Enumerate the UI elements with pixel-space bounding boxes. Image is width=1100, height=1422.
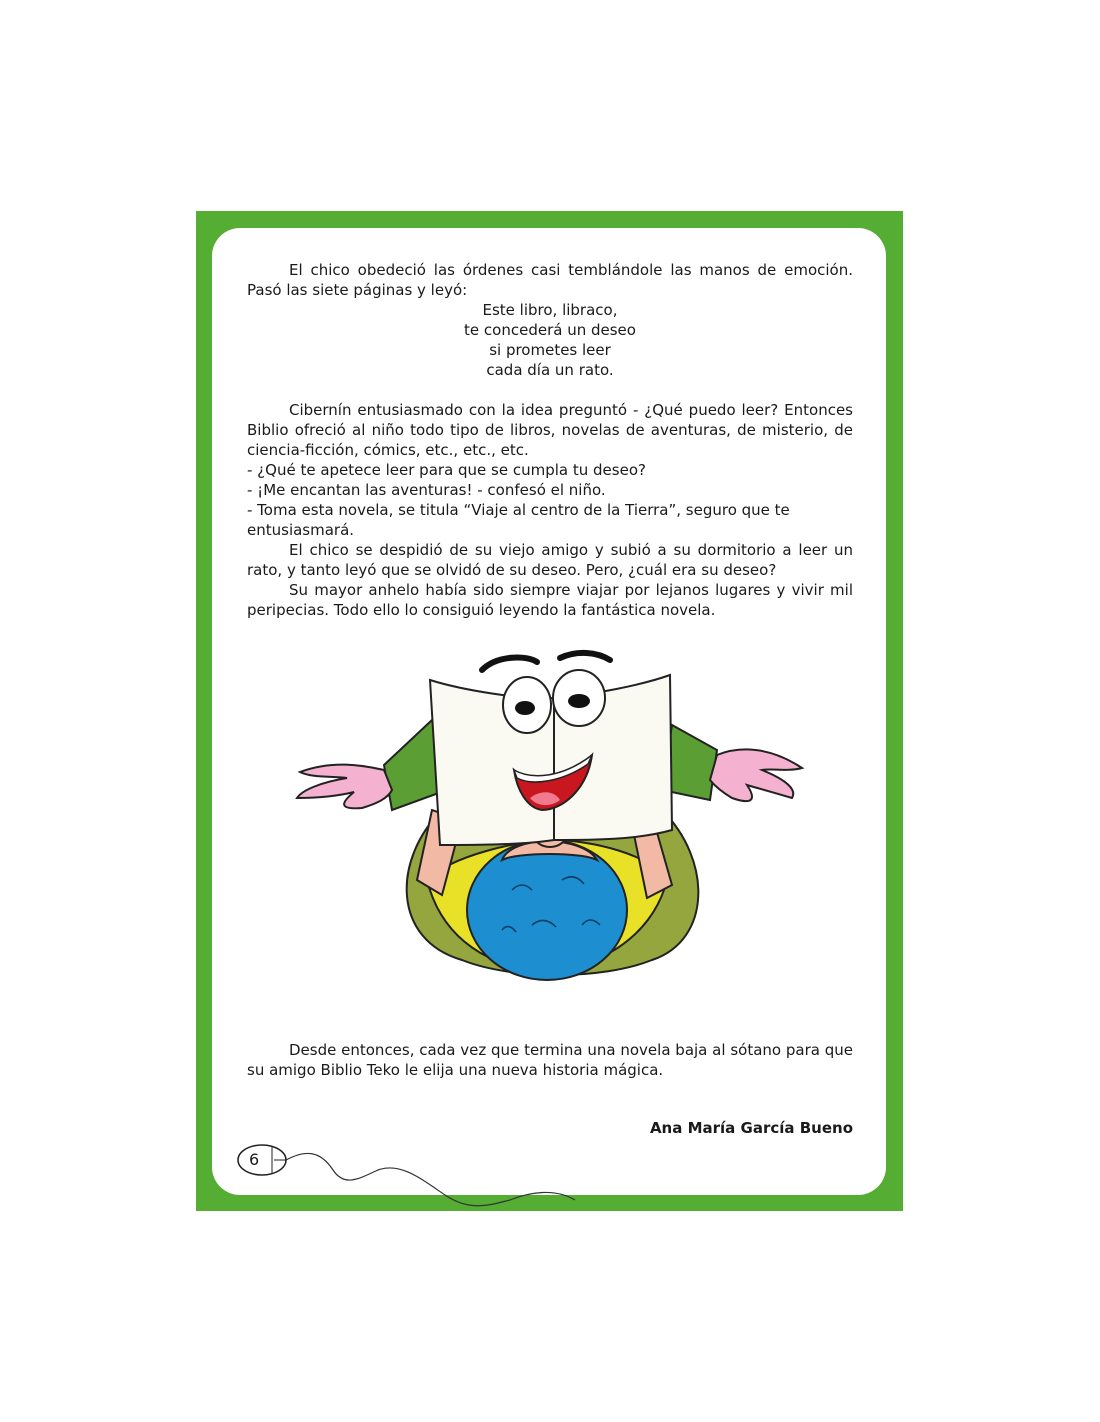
right-hand bbox=[710, 749, 802, 801]
dialogue-line: - Toma esta novela, se titula “Viaje al centro de la Tierra”, seguro que te entusiasmará. bbox=[247, 501, 790, 539]
poem-line: si prometes leer bbox=[489, 341, 611, 359]
page-number-badge bbox=[236, 1143, 286, 1176]
dialogue-line: - ¡Me encantan las aventuras! - confesó el niño. bbox=[247, 481, 606, 499]
story-block-top bbox=[247, 260, 853, 620]
poem-line: Este libro, libraco, bbox=[482, 301, 618, 319]
paragraph: El chico obedeció las órdenes casi temblándole las manos de emoción. Pasó las siete páginas y leyó: bbox=[247, 261, 853, 299]
book-character-reading-illustration bbox=[292, 640, 812, 1000]
poem-line: cada día un rato. bbox=[486, 361, 614, 379]
author-name: Ana María García Bueno bbox=[649, 1119, 853, 1137]
boy-hair bbox=[467, 840, 627, 980]
right-eyebrow bbox=[560, 653, 610, 660]
dialogue-line: - ¿Qué te apetece leer para que se cumpla tu deseo? bbox=[247, 461, 646, 479]
paragraph: Su mayor anhelo había sido siempre viajar por lejanos lugares y vivir mil peripecias. Todo ello lo consiguió leyendo la fantástica novela. bbox=[247, 581, 853, 619]
page-number: 6 bbox=[249, 1150, 260, 1169]
paragraph: El chico se despidió de su viejo amigo y subió a su dormitorio a leer un rato, y tanto leyó que se olvidó de su deseo. Pero, ¿cuál era su deseo? bbox=[247, 541, 853, 579]
poem-line: te concederá un deseo bbox=[464, 321, 636, 339]
left-hand bbox=[297, 765, 392, 809]
paragraph: Cibernín entusiasmado con la idea preguntó - ¿Qué puedo leer? Entonces Biblio ofreció al niño todo tipo de libros, novelas de aventuras, de misterio, de ciencia-ficción, cómics, etc., etc., etc. bbox=[247, 401, 853, 459]
mouse-icon bbox=[236, 1143, 288, 1177]
paragraph: Desde entonces, cada vez que termina una novela baja al sótano para que su amigo Biblio Teko le elija una nueva historia mágica. bbox=[247, 1041, 853, 1079]
left-eyebrow bbox=[482, 657, 537, 670]
story-block-bottom bbox=[247, 1040, 853, 1080]
